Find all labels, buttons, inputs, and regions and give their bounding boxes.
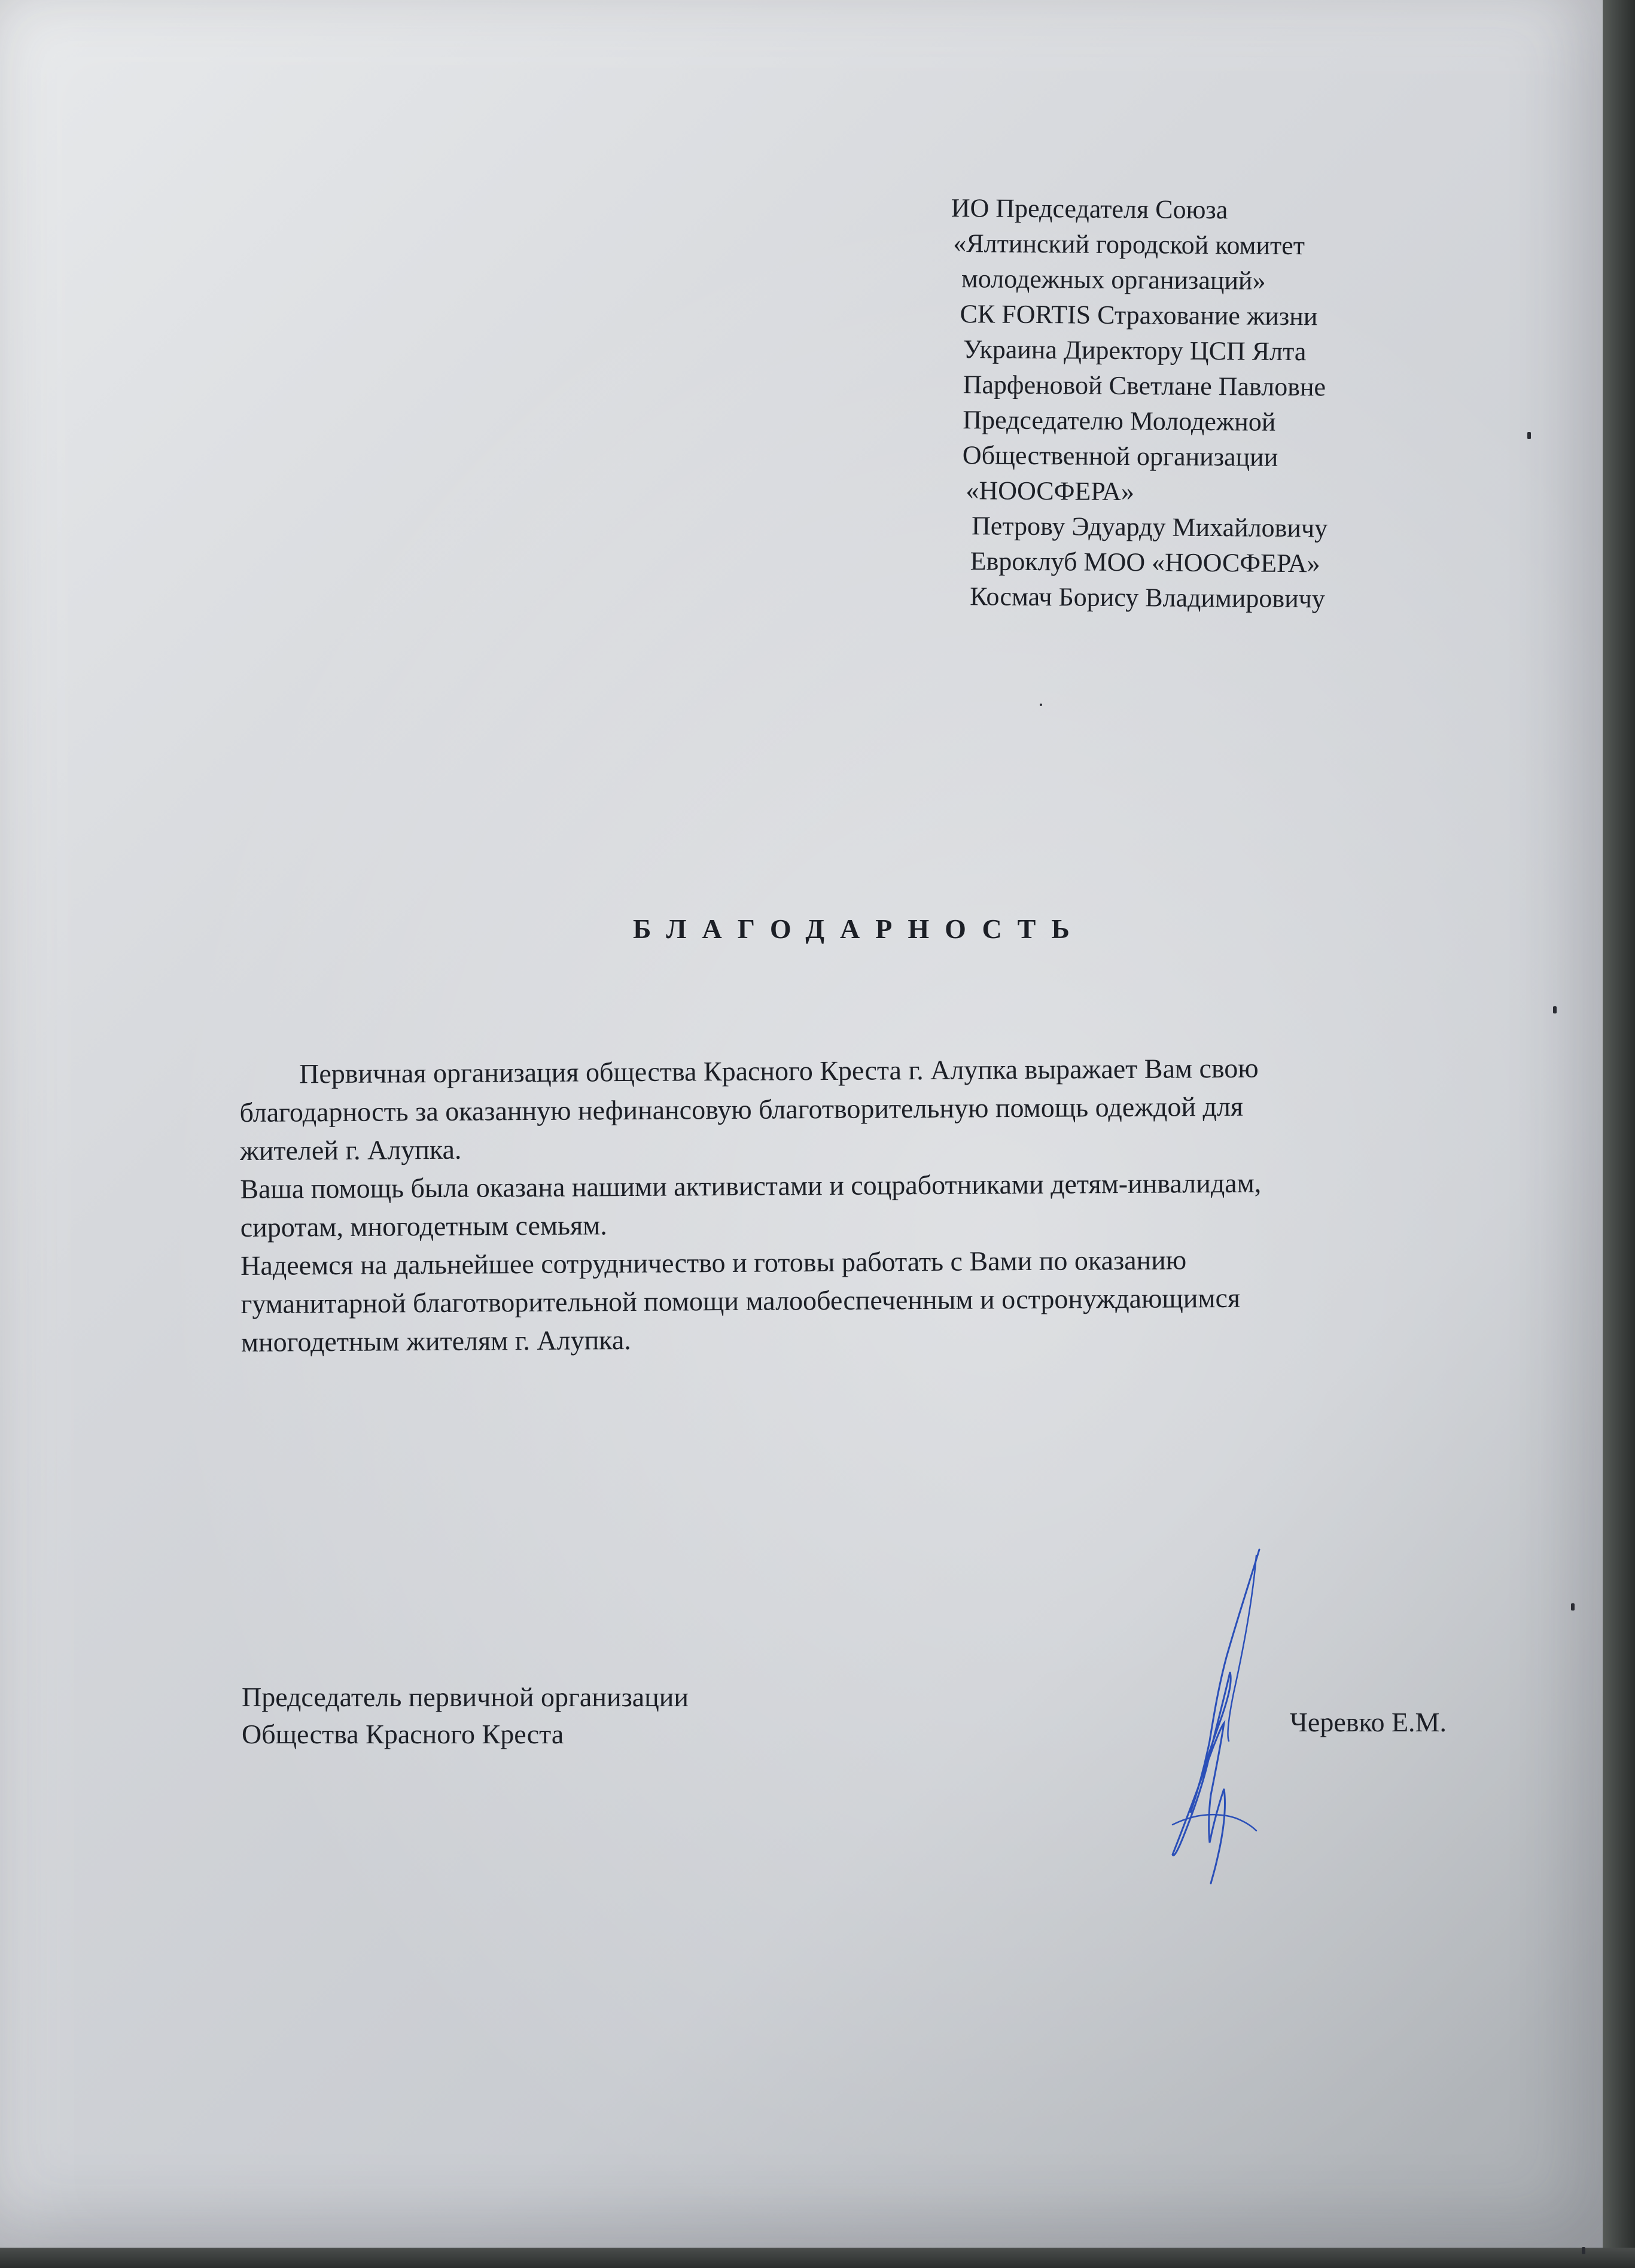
paper-speck: [1527, 432, 1531, 439]
body-line: Ваша помощь была оказана нашими активистами и соцработниками детям-инвалидам,: [240, 1167, 1262, 1204]
addressee-line: молодежных организаций»: [961, 264, 1266, 296]
body-line: многодетным жителям г. Алупка.: [240, 1325, 631, 1357]
body-line: гуманитарной благотворительной помощи малообеспеченным и остронуждающимся: [240, 1282, 1241, 1319]
addressee-line: «НООСФЕРА»: [966, 476, 1135, 507]
letter-body: [239, 1048, 1533, 1362]
body-line: Надеемся на дальнейшее сотрудничество и готовы работать с Вами по оказанию: [240, 1244, 1187, 1281]
addressee-line: Парфеновой Светлане Павловне: [963, 370, 1326, 402]
addressee-line: Украина Директору ЦСП Ялта: [963, 334, 1307, 367]
paper-speck: [1571, 1603, 1575, 1611]
addressee-line: Евроклуб МОО «НООСФЕРА»: [970, 546, 1320, 579]
addressee-block: [948, 190, 1490, 617]
addressee-line: Общественной организации: [962, 440, 1278, 472]
addressee-line: Петрову Эдуарду Михайловичу: [971, 511, 1328, 543]
body-line: благодарность за оказанную нефинансовую благотворительную помощь одеждой для: [239, 1091, 1244, 1128]
addressee-line: Председателю Молодежной: [963, 405, 1276, 437]
paper-speck: [1582, 2247, 1585, 2254]
letter-title: БЛАГОДАРНОСТЬ: [633, 914, 1085, 944]
handwritten-signature: [1167, 1544, 1280, 1885]
background-edge-right: [1603, 0, 1635, 2268]
addressee-line: «Ялтинский городской комитет: [953, 229, 1305, 261]
addressee-line: ИО Председателя Союза: [951, 193, 1228, 225]
signature-stroke: [1228, 1555, 1256, 1741]
addressee-line: Космач Борису Владимировичу: [970, 582, 1326, 614]
addressee-line: СК FORTIS Страхование жизни: [960, 299, 1318, 331]
body-line: жителей г. Алупка.: [239, 1134, 462, 1166]
signer-name: Черевко Е.М.: [1290, 1707, 1447, 1737]
signer-title: [242, 1679, 689, 1753]
signer-title-line: Председатель первичной организации: [242, 1682, 689, 1712]
signer-title-line: Общества Красного Креста: [242, 1719, 564, 1749]
background-edge-bottom: [0, 2248, 1635, 2268]
paper-speck: [1040, 704, 1042, 706]
signature-stroke: [1173, 1549, 1259, 1883]
paper-speck: [1553, 1006, 1557, 1013]
body-line: сиротам, многодетным семьям.: [240, 1210, 607, 1243]
body-line: Первичная организация общества Красного Креста г. Алупка выражает Вам свою: [299, 1052, 1259, 1089]
